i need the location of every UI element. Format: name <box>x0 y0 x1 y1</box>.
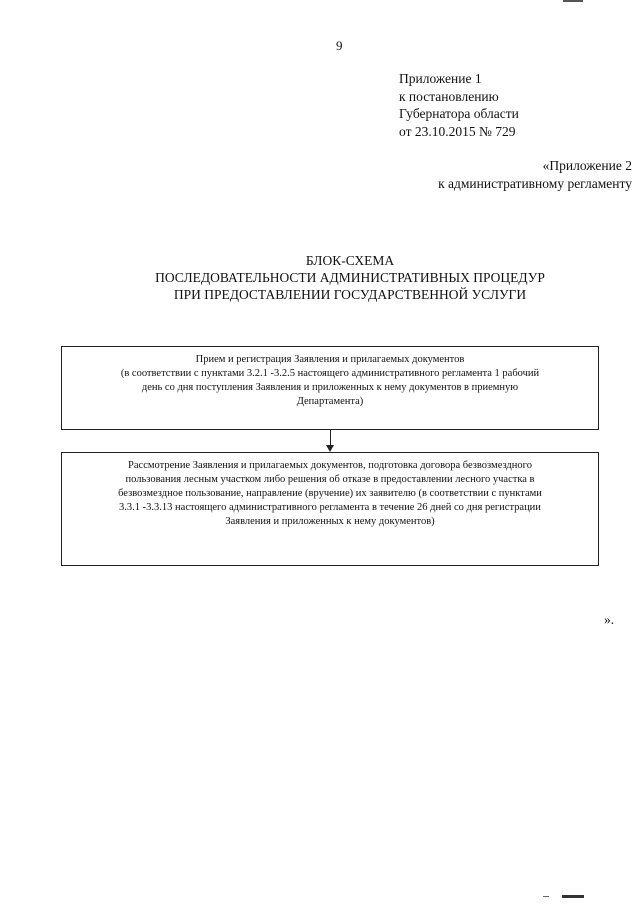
step-text-line: 3.3.1 -3.3.13 настоящего административного регламента в течение 26 дней со дня регистрации <box>119 502 541 513</box>
step-text-line: Департамента) <box>296 396 364 407</box>
appendix-line: Приложение 1 <box>399 71 482 86</box>
flowchart-step-2 <box>61 452 599 566</box>
title-line: БЛОК-СХЕМА <box>305 253 395 268</box>
appendix-line: к постановлению <box>399 88 499 104</box>
appendix-reference <box>438 157 632 193</box>
step-text-line: Рассмотрение Заявления и прилагаемых документов, подготовка договора безвозмездного <box>128 460 532 471</box>
appendix-line: Губернатора области <box>399 106 519 121</box>
flow-arrow-head-icon <box>326 445 334 452</box>
appendix-line: от 23.10.2015 № 729 <box>399 123 516 139</box>
step-text-line: безвозмездное пользование, направление (вручение) их заявителю (в соответствии с пунктами <box>118 488 542 499</box>
step-text-line: Заявления и приложенных к нему документов) <box>225 516 435 527</box>
title-line: ПРИ ПРЕДОСТАВЛЕНИИ ГОСУДАРСТВЕННОЙ УСЛУГИ <box>173 287 527 302</box>
scan-artifact-top <box>563 0 583 2</box>
appendix-ref-line: к административному регламенту <box>438 176 632 191</box>
step-text-line: Прием и регистрация Заявления и прилагаемых документов <box>195 354 465 365</box>
step-text-line: (в соответствии с пунктами 3.2.1 -3.2.5 настоящего административного регламента 1 рабочий <box>120 368 540 379</box>
appendix-header <box>399 70 519 140</box>
page-number: 9 <box>336 38 343 53</box>
scan-artifact-dot <box>543 896 549 897</box>
scan-artifact-bottom <box>562 895 584 898</box>
flowchart-step-1 <box>61 346 599 430</box>
closing-quote: ». <box>604 612 615 627</box>
step-text-line: день со дня поступления Заявления и приложенных к нему документов в приемную <box>141 382 519 393</box>
appendix-ref-line: «Приложение 2 <box>542 158 632 173</box>
flow-arrow-line <box>330 430 331 446</box>
title-line: ПОСЛЕДОВАТЕЛЬНОСТИ АДМИНИСТРАТИВНЫХ ПРОЦЕДУР <box>155 270 545 285</box>
document-title <box>0 252 640 303</box>
step-text-line: пользования лесным участком либо решения об отказе в предоставлении лесного участка в <box>125 474 535 485</box>
